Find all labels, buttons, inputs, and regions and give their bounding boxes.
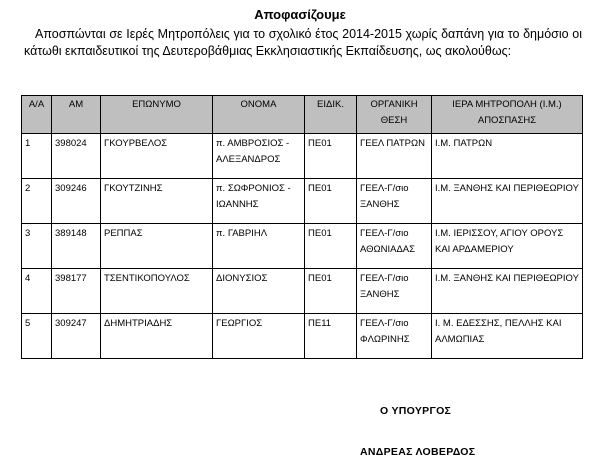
- table-row: [22, 224, 583, 269]
- cell-name: π. ΣΩΦΡΟΝΙΟΣ - ΙΩΑΝΝΗΣ: [213, 179, 305, 224]
- cell-specialty: ΠΕ01: [305, 224, 357, 269]
- cell-metropolis: Ι.Μ. ΞΑΝΘΗΣ ΚΑΙ ΠΕΡΙΘΕΩΡΙΟΥ: [432, 179, 583, 224]
- cell-organic-position: ΓΕΕΛ-Γ/σιο ΑΘΩΝΙΑΔΑΣ: [357, 224, 432, 269]
- cell-surname: ΔΗΜΗΤΡΙΑΔΗΣ: [101, 314, 213, 359]
- cell-specialty: ΠΕ01: [305, 179, 357, 224]
- header-specialty: ΕΙΔΙΚ.: [305, 96, 357, 134]
- cell-surname: ΓΚΟΥΡΒΕΛΟΣ: [101, 134, 213, 179]
- cell-am: 389148: [52, 224, 101, 269]
- cell-aa: 3: [22, 224, 52, 269]
- header-surname: ΕΠΩΝΥΜΟ: [101, 96, 213, 134]
- decision-heading: Αποφασίζουμε: [254, 7, 346, 22]
- table-row: [22, 269, 583, 314]
- table-header-row: [22, 96, 583, 134]
- header-metropolis: ΙΕΡΑ ΜΗΤΡΟΠΟΛΗ (Ι.Μ.) ΑΠΟΣΠΑΣΗΣ: [432, 96, 583, 134]
- cell-aa: 5: [22, 314, 52, 359]
- header-aa: Α/Α: [22, 96, 52, 134]
- minister-name: ΑΝΔΡΕΑΣ ΛΟΒΕΡΔΟΣ: [360, 446, 476, 458]
- cell-name: π. ΓΑΒΡΙΗΛ: [213, 224, 305, 269]
- cell-name: π. ΑΜΒΡΟΣΙΟΣ - ΑΛΕΞΑΝΔΡΟΣ: [213, 134, 305, 179]
- cell-organic-position: ΓΕΕΛ ΠΑΤΡΩΝ: [357, 134, 432, 179]
- cell-metropolis: Ι. Μ. ΕΔΕΣΣΗΣ, ΠΕΛΛΗΣ ΚΑΙ ΑΛΜΩΠΙΑΣ: [432, 314, 583, 359]
- table-row: [22, 179, 583, 224]
- header-organic-position: ΟΡΓΑΝΙΚΗ ΘΕΣΗ: [357, 96, 432, 134]
- cell-surname: ΤΣΕΝΤΙΚΟΠΟΥΛΟΣ: [101, 269, 213, 314]
- cell-metropolis: Ι.Μ. ΠΑΤΡΩΝ: [432, 134, 583, 179]
- cell-specialty: ΠΕ01: [305, 269, 357, 314]
- table-row: [22, 134, 583, 179]
- cell-surname: ΡΕΠΠΑΣ: [101, 224, 213, 269]
- cell-name: ΔΙΟΝΥΣΙΟΣ: [213, 269, 305, 314]
- cell-specialty: ΠΕ11: [305, 314, 357, 359]
- cell-aa: 4: [22, 269, 52, 314]
- cell-organic-position: ΓΕΕΛ-Γ/σιο ΦΛΩΡΙΝΗΣ: [357, 314, 432, 359]
- cell-aa: 2: [22, 179, 52, 224]
- cell-organic-position: ΓΕΕΛ-Γ/σιο ΞΑΝΘΗΣ: [357, 179, 432, 224]
- cell-aa: 1: [22, 134, 52, 179]
- cell-surname: ΓΚΟΥΤΖΙΝΗΣ: [101, 179, 213, 224]
- header-am: ΑΜ: [52, 96, 101, 134]
- header-name: ΟΝΟΜΑ: [213, 96, 305, 134]
- cell-am: 398177: [52, 269, 101, 314]
- minister-title: Ο ΥΠΟΥΡΓΟΣ: [380, 405, 452, 417]
- cell-organic-position: ΓΕΕΛ-Γ/σιο ΞΑΝΘΗΣ: [357, 269, 432, 314]
- cell-am: 309246: [52, 179, 101, 224]
- cell-name: ΓΕΩΡΓΙΟΣ: [213, 314, 305, 359]
- decision-paragraph: Αποσπώνται σε Ιερές Μητροπόλεις για το σχολικό έτος 2014-2015 χωρίς δαπάνη για το δημόσιο οι κάτωθι εκπαιδευτικοί της Δευτεροβάθμιας Εκκλησιαστικής Εκπαίδευσης, ως ακολούθως:: [24, 27, 582, 58]
- table-row: [22, 314, 583, 359]
- cell-metropolis: Ι.Μ. ΙΕΡΙΣΣΟΥ, ΑΓΙΟΥ ΟΡΟΥΣ ΚΑΙ ΑΡΔΑΜΕΡΙΟΥ: [432, 224, 583, 269]
- cell-am: 309247: [52, 314, 101, 359]
- cell-am: 398024: [52, 134, 101, 179]
- cell-metropolis: Ι.Μ. ΞΑΝΘΗΣ ΚΑΙ ΠΕΡΙΘΕΩΡΙΟΥ: [432, 269, 583, 314]
- cell-specialty: ΠΕ01: [305, 134, 357, 179]
- teachers-table: [21, 95, 583, 359]
